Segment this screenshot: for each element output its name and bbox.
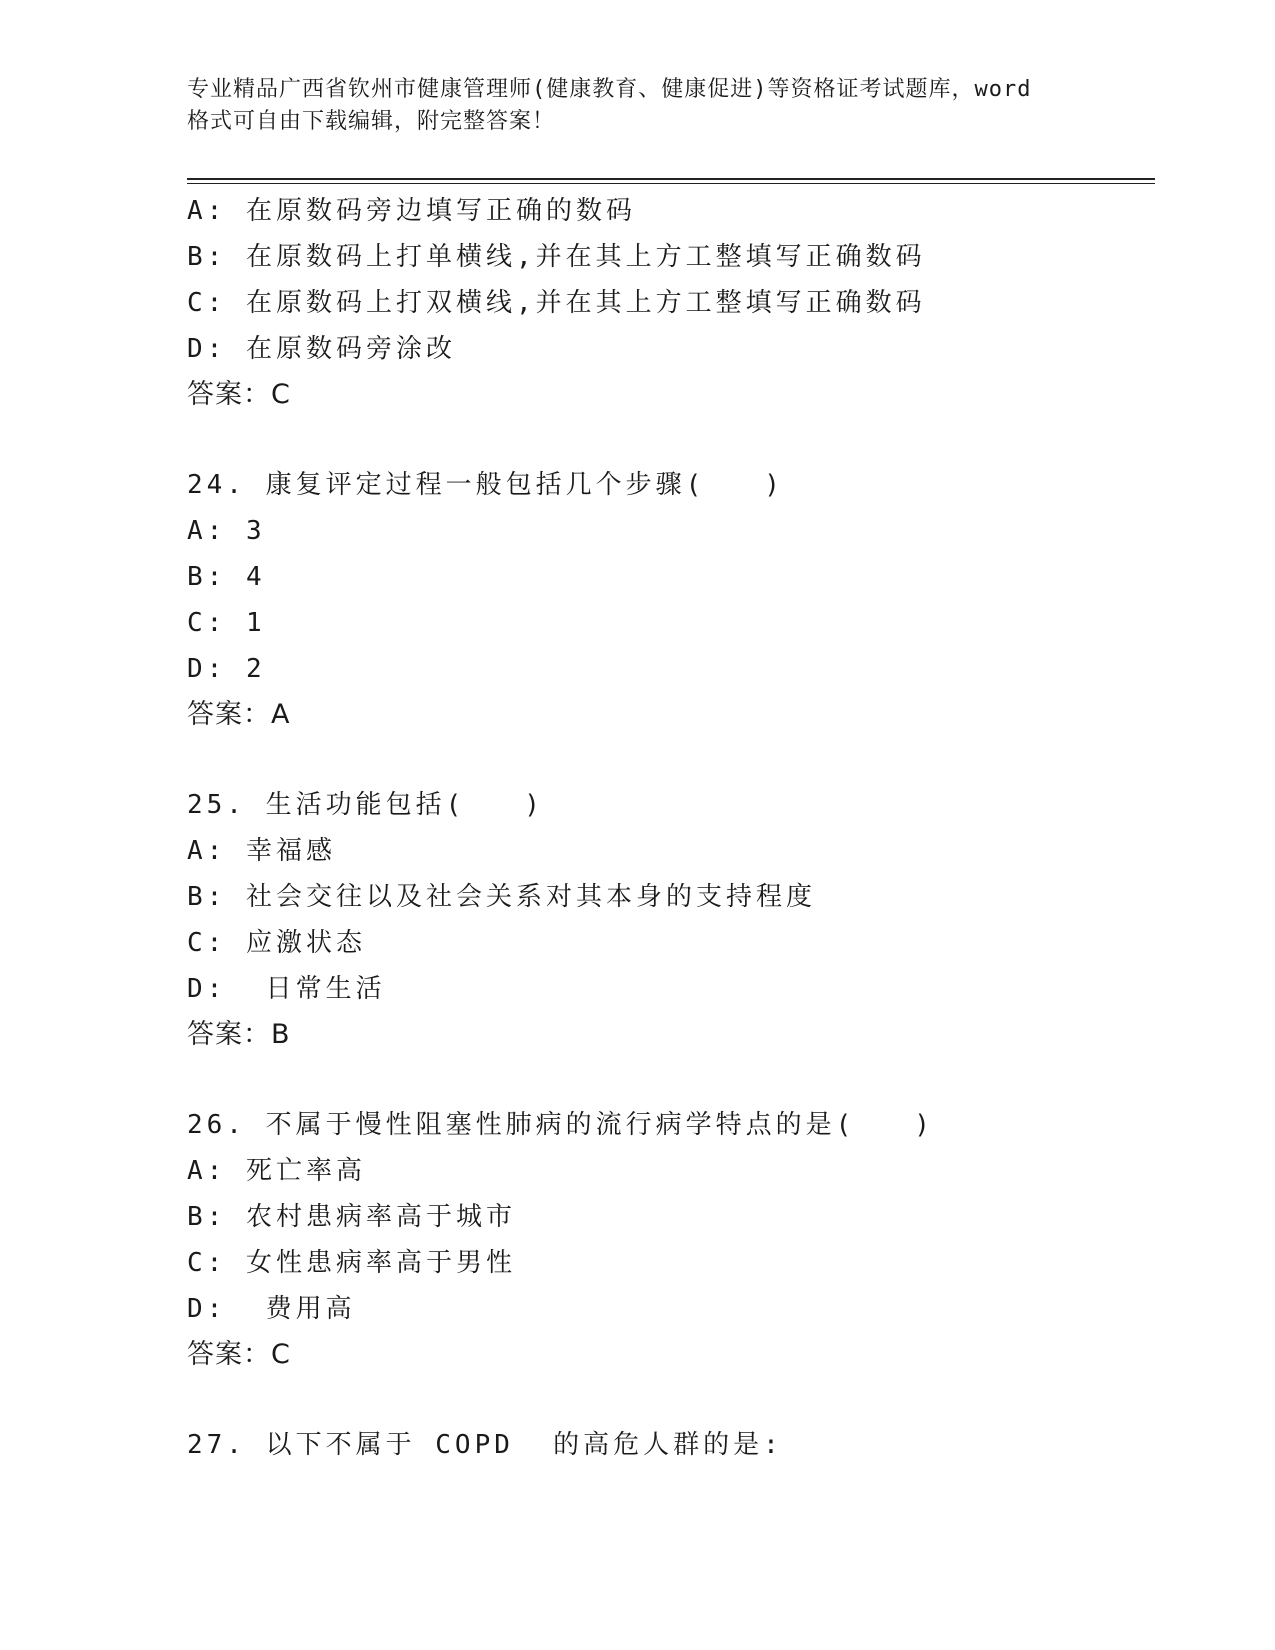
option-c: C: 在原数码上打双横线,并在其上方工整填写正确数码 [187,288,926,318]
option-b: B: 社会交往以及社会关系对其本身的支持程度 [187,882,816,912]
question-27-block [187,1422,1147,1468]
option-d: D: 2 [187,654,266,684]
option-b: B: 在原数码上打单横线,并在其上方工整填写正确数码 [187,242,926,272]
option-a: A: 幸福感 [187,836,336,866]
option-d: D: 费用高 [187,1294,356,1324]
answer-line: 答案：C [187,1339,291,1370]
answer-line: 答案：A [187,699,291,730]
option-c: C: 女性患病率高于男性 [187,1248,516,1278]
option-c: C: 应激状态 [187,928,366,958]
header-divider-thin [187,183,1155,184]
question-25-stem: 25. 生活功能包括( ) [187,790,544,820]
question-25-block [187,782,1147,1058]
option-c: C: 1 [187,608,266,638]
option-b: B: 4 [187,562,266,592]
header-line-1: 专业精品广西省钦州市健康管理师(健康教育、健康促进)等资格证考试题库，word [187,77,1032,102]
question-26-block [187,1102,1147,1378]
question-24-block [187,462,1147,738]
option-a: A: 死亡率高 [187,1156,366,1186]
question-list [187,188,1147,1468]
prev-question-block [187,188,1147,418]
answer-line: 答案：C [187,379,291,410]
question-26-stem: 26. 不属于慢性阻塞性肺病的流行病学特点的是( ) [187,1110,934,1140]
header-divider-thick [187,178,1155,180]
option-d: D: 日常生活 [187,974,386,1004]
option-a: A: 3 [187,516,266,546]
option-b: B: 农村患病率高于城市 [187,1202,516,1232]
header-line-2: 格式可自由下载编辑，附完整答案！ [187,109,556,134]
option-a: A: 在原数码旁边填写正确的数码 [187,196,636,226]
answer-line: 答案：B [187,1019,291,1050]
question-24-stem: 24. 康复评定过程一般包括几个步骤( ) [187,470,784,500]
question-27-stem: 27. 以下不属于 COPD 的高危人群的是: [187,1430,783,1460]
option-d: D: 在原数码旁涂改 [187,334,456,364]
document-header [187,74,1087,138]
